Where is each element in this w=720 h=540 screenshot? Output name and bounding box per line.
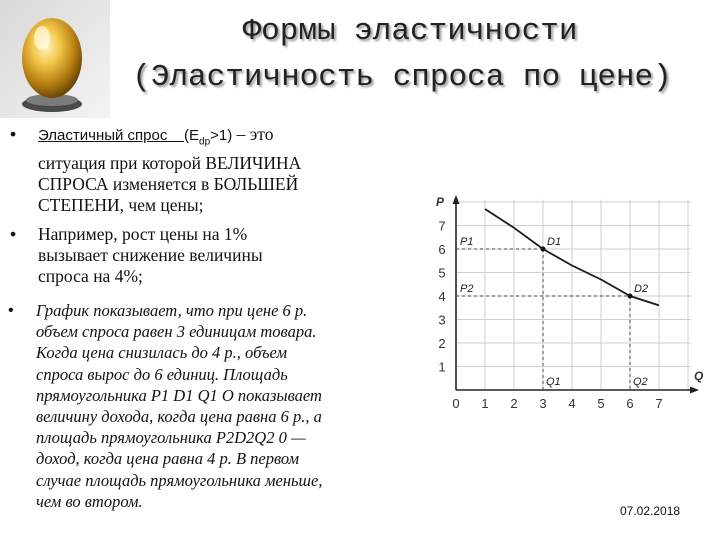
bullet-line: спроса вырос до 6 единиц. Площадь: [36, 364, 288, 384]
price-label: P1: [460, 236, 474, 248]
bullet-line: доход, когда цена равна 4 р. В первом: [36, 449, 300, 469]
demand-point-d2: [628, 294, 633, 299]
bullet-dot-icon: •: [10, 224, 17, 244]
y-tick-label: 6: [438, 242, 446, 257]
bullet-line: СПРОСА изменяется в БОЛЬШЕЙ: [38, 173, 299, 194]
y-tick-label: 7: [438, 218, 446, 234]
bullet-line: ситуация при которой ВЕЛИЧИНА: [38, 152, 302, 173]
point-label: D2: [634, 283, 649, 295]
bullet-line: объем спроса равен 3 единицам товара.: [36, 322, 317, 342]
bullet-dot-icon: •: [8, 302, 14, 319]
bullet-line: величину дохода, когда цена равна 6 р., а: [36, 407, 322, 427]
bullet-elastic-definition: [10, 124, 418, 216]
slide-title-line1: Формы эластичности: [242, 14, 578, 49]
golden-egg-icon: [0, 0, 110, 118]
x-tick-label: 0: [452, 396, 460, 411]
bullet-line: случае площадь прямоугольника меньше,: [36, 470, 323, 490]
x-axis-arrow-icon: [690, 387, 699, 394]
bullet1-line1: Эластичный спрос $(E_{dp}>1)$ – это: [38, 124, 274, 148]
quantity-label: Q1: [546, 376, 561, 388]
point-label: D1: [547, 236, 562, 248]
x-tick-label: 1: [481, 396, 489, 411]
y-tick-label: 1: [438, 359, 446, 375]
x-tick-label: 5: [597, 396, 605, 411]
x-tick-label: 4: [568, 396, 576, 411]
bullet-line: Например, рост цены на 1%: [38, 224, 248, 244]
bullet-line: График показывает, что при цене 6 р.: [36, 301, 308, 320]
y-axis-arrow-icon: [453, 195, 460, 204]
bullet-line: спроса на 4%;: [38, 266, 143, 286]
term-elastic-demand: Эластичный спрос: [38, 127, 168, 144]
chart-marks: [456, 209, 659, 390]
quantity-label: Q2: [633, 376, 648, 388]
bullet-line: прямоугольника P1 D1 Q1 O показывает: [36, 385, 322, 405]
demand-curve-chart: [428, 192, 706, 420]
slide-date: 07.02.2018: [620, 504, 681, 518]
slide-title-line2: (Эластичность спроса по цене): [132, 60, 672, 95]
x-tick-label: 7: [655, 396, 663, 411]
chart-grid: [456, 200, 691, 390]
bullet-line: площадь прямоугольника P2D2Q2 0 —: [36, 428, 306, 448]
price-label: P2: [460, 283, 474, 295]
x-tick-label: 2: [510, 396, 518, 411]
demand-point-d1: [541, 247, 546, 252]
y-tick-label: 5: [438, 265, 446, 281]
bullet-dot-icon: •: [10, 124, 17, 144]
x-tick-label: 3: [539, 396, 547, 411]
bullet-line: чем во втором.: [36, 491, 143, 511]
bullet-line: Когда цена снизилась до 4 р., объем: [36, 343, 287, 363]
bullet-example: [10, 224, 418, 287]
y-axis-label: P: [436, 195, 445, 209]
chart-axes: [436, 195, 704, 394]
bullet-line: СТЕПЕНИ, чем цены;: [38, 194, 204, 215]
y-tick-label: 4: [438, 289, 446, 304]
x-axis-label: Q: [694, 369, 704, 383]
y-tick-label: 2: [438, 336, 446, 351]
bullet-graph-explanation: [8, 300, 426, 512]
bullet-line: вызывает снижение величины: [38, 245, 263, 265]
x-tick-label: 6: [626, 396, 634, 411]
y-tick-label: 3: [438, 312, 446, 328]
